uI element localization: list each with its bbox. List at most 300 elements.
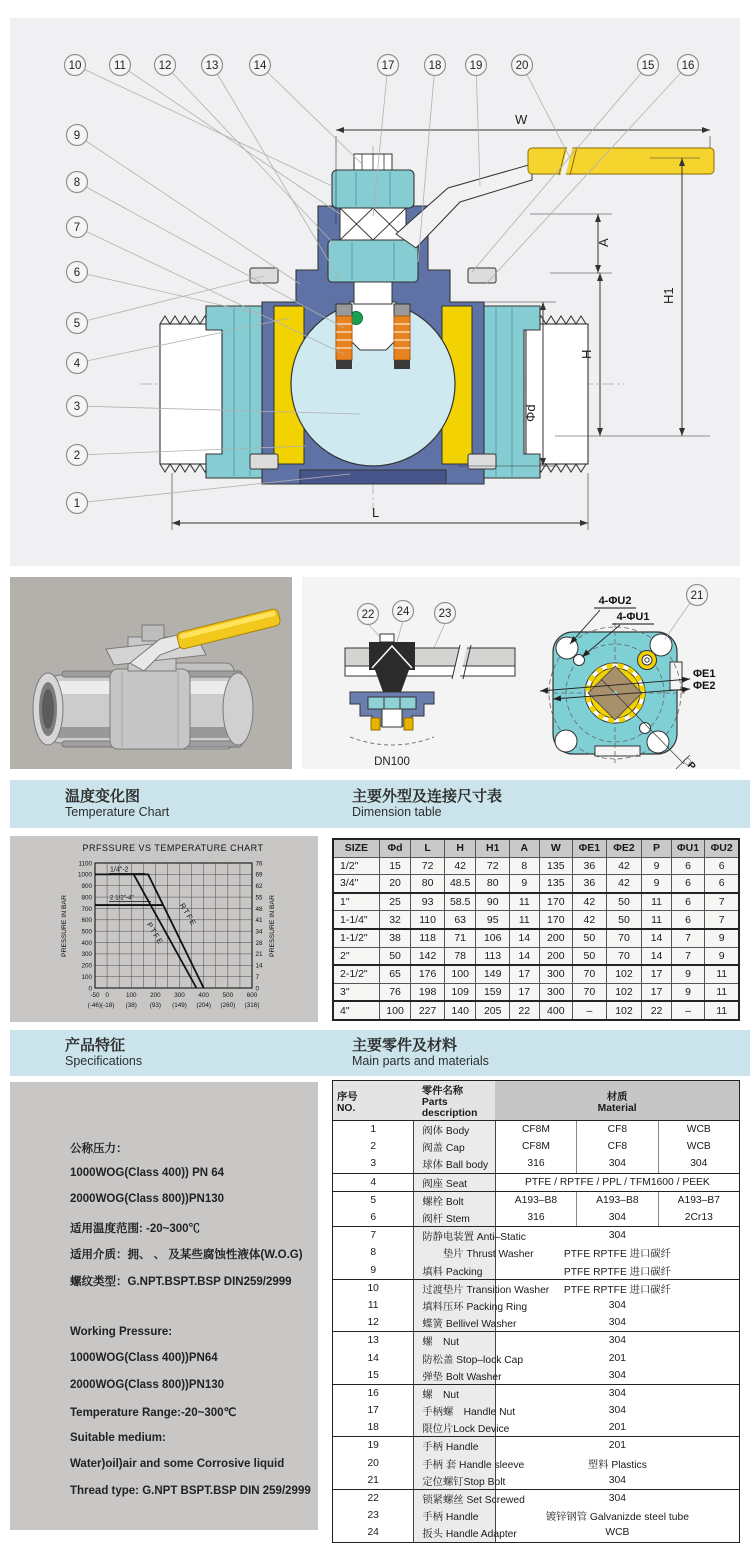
part-material: A193–B8 <box>577 1191 658 1209</box>
parts-table-row <box>333 1507 740 1524</box>
svg-text:500: 500 <box>81 928 92 936</box>
dimension-cell: 65 <box>379 965 411 983</box>
parts-materials-table-container <box>332 1080 740 1543</box>
part-material: 316 <box>495 1209 576 1227</box>
dimension-table-row <box>333 929 739 947</box>
svg-text:(-46)(-18): (-46)(-18) <box>87 1002 115 1009</box>
dimension-cell: 22 <box>510 1001 540 1020</box>
dimension-cell: 36 <box>573 857 607 875</box>
dimension-cell: 32 <box>379 911 411 929</box>
part-no: 17 <box>333 1402 414 1419</box>
dimension-table-row <box>333 947 739 965</box>
part-name: 过渡垫片 Transition Washer <box>414 1279 495 1297</box>
svg-text:8: 8 <box>73 177 81 189</box>
dimension-cell: 17 <box>510 983 540 1001</box>
svg-text:600: 600 <box>81 917 92 925</box>
parts-table-row <box>333 1419 740 1437</box>
dimension-cell: 80 <box>476 875 510 893</box>
dimension-cell: 6 <box>671 875 705 893</box>
svg-text:800: 800 <box>81 894 92 902</box>
svg-text:20: 20 <box>515 60 529 72</box>
dimension-cell: 110 <box>411 911 445 929</box>
callout-15 <box>638 55 659 76</box>
dimension-cell: 227 <box>411 1001 445 1020</box>
callout-22: 22 <box>361 609 375 621</box>
dimension-cell: 72 <box>476 857 510 875</box>
svg-text:5: 5 <box>73 318 81 330</box>
svg-text:200: 200 <box>150 992 161 999</box>
part-no: 19 <box>333 1437 414 1455</box>
svg-text:200: 200 <box>81 962 92 970</box>
part-material: 304 <box>608 1230 626 1242</box>
part-no: 12 <box>333 1314 414 1332</box>
part-no: 15 <box>333 1367 414 1385</box>
part-no: 4 <box>333 1173 414 1191</box>
dimension-cell: 9 <box>671 965 705 983</box>
dimension-column-header: ΦU2 <box>705 839 739 857</box>
dim-label-a: A <box>596 238 611 247</box>
dimension-cell: 70 <box>606 929 642 947</box>
dimension-cell: 42 <box>606 875 642 893</box>
svg-text:19: 19 <box>469 60 483 72</box>
parts-table-row <box>333 1262 740 1280</box>
dimension-cell: 70 <box>606 947 642 965</box>
callout-12 <box>155 55 176 76</box>
svg-text:10: 10 <box>68 60 82 72</box>
pressure-temperature-chart-svg <box>10 836 318 1022</box>
parts-table-row <box>333 1332 740 1350</box>
dimension-cell: 135 <box>539 875 573 893</box>
dimension-cell: 205 <box>476 1001 510 1020</box>
parts-table-row <box>333 1121 740 1139</box>
part-material: 201 <box>608 1440 626 1452</box>
part-material: 304 <box>495 1314 739 1332</box>
dimension-cell: 135 <box>539 857 573 875</box>
svg-text:100: 100 <box>125 992 137 999</box>
callout-16 <box>678 55 699 76</box>
dimension-cell: 80 <box>411 875 445 893</box>
part-no: 10 <box>333 1279 414 1297</box>
svg-text:69: 69 <box>255 871 263 879</box>
section-header-temperature-chart <box>10 780 373 828</box>
dimension-title-zh: 主要外型及连接尺寸表 <box>352 788 503 805</box>
dim-label-h: H <box>579 349 594 359</box>
dimension-cell: 3/4" <box>333 875 379 893</box>
callout-7 <box>67 217 88 238</box>
dimension-cell: 9 <box>705 929 739 947</box>
callout-14 <box>250 55 271 76</box>
part-material: 316 <box>495 1155 576 1173</box>
dimension-cell: 7 <box>705 893 739 911</box>
specifications-text-block <box>10 1082 318 1530</box>
dim-label-w: W <box>515 112 528 127</box>
svg-text:16: 16 <box>681 60 695 72</box>
spec-line: Thread type: G.NPT BSPT.BSP DIN 259/2999 <box>70 1484 311 1497</box>
parts-table-row <box>333 1209 740 1227</box>
detail-drawings-svg <box>302 577 740 769</box>
spec-line: Working Pressure: <box>70 1325 173 1338</box>
callout-8 <box>67 172 88 193</box>
part-material: 304 <box>608 1387 626 1399</box>
part-no: 6 <box>333 1209 414 1227</box>
dimension-column-header: A <box>510 839 540 857</box>
dimension-cell: 200 <box>539 929 573 947</box>
parts-table-header-row <box>333 1081 740 1121</box>
spec-line: 2000WOG(Class 800))PN130 <box>70 1193 225 1205</box>
svg-text:6: 6 <box>73 267 81 279</box>
svg-text:0: 0 <box>105 992 109 999</box>
label-phi-e2: ΦE2 <box>693 680 716 692</box>
part-material: PTFE RPTFE 进口碳纤 <box>563 1284 671 1296</box>
dimension-cell: 42 <box>444 857 476 875</box>
dimension-column-header: Φd <box>379 839 411 857</box>
part-no: 1 <box>333 1121 414 1139</box>
dimension-cell: 6 <box>671 893 705 911</box>
dimension-column-header: ΦU1 <box>671 839 705 857</box>
dimension-cell: 50 <box>379 947 411 965</box>
svg-text:300: 300 <box>174 992 185 999</box>
dimension-column-header: ΦE2 <box>606 839 642 857</box>
part-name: 垫片 Thrust Washer <box>414 1244 495 1261</box>
parts-table-row <box>333 1472 740 1490</box>
dimension-cell: – <box>573 1001 607 1020</box>
parts-title-en: Main parts and materials <box>352 1054 489 1068</box>
chart-title: PRFSSURE VS TEMPERATURE CHART <box>82 843 264 853</box>
dimension-cell: 48.5 <box>444 875 476 893</box>
dimension-cell: 17 <box>642 965 672 983</box>
svg-text:400: 400 <box>81 939 92 947</box>
dimension-cell: 1/2" <box>333 857 379 875</box>
part-name: 锁紧螺丝 Set Screwed <box>414 1489 495 1507</box>
section-header-parts <box>332 1030 750 1076</box>
part-name: 防松盖 Stop–lock Cap <box>414 1349 495 1366</box>
dimension-cell: 42 <box>573 911 607 929</box>
dimension-cell: 9 <box>671 983 705 1001</box>
dimension-column-header: L <box>411 839 445 857</box>
part-name: 手柄 Handle <box>414 1507 495 1524</box>
svg-text:1/4"-2: 1/4"-2 <box>110 866 129 874</box>
dimension-cell: 72 <box>411 857 445 875</box>
dimension-cell: 78 <box>444 947 476 965</box>
dimension-cell: 2-1/2" <box>333 965 379 983</box>
callout-13 <box>202 55 223 76</box>
svg-text:(260): (260) <box>220 1002 236 1009</box>
callout-17 <box>378 55 399 76</box>
dimension-cell: 2" <box>333 947 379 965</box>
part-name: 扳头 Handle Adapter <box>414 1524 495 1542</box>
dim-label-h1: H1 <box>661 287 676 304</box>
svg-text:9: 9 <box>73 130 81 142</box>
dimension-title-en: Dimension table <box>352 805 442 819</box>
dimension-cell: 400 <box>539 1001 573 1020</box>
spec-line: 适用介质：拥、 、 及某些腐蚀性液体(W.O.G) <box>70 1249 303 1261</box>
part-name: 螺栓 Bolt <box>414 1191 495 1209</box>
dimension-cell: 140 <box>444 1001 476 1020</box>
valve-photo <box>10 577 292 769</box>
callout-19 <box>466 55 487 76</box>
part-no: 13 <box>333 1332 414 1350</box>
part-material: 304 <box>495 1367 739 1385</box>
dimension-cell: 70 <box>573 983 607 1001</box>
dimension-cell: 9 <box>642 857 672 875</box>
svg-text:62: 62 <box>255 883 263 891</box>
dimension-table-row <box>333 857 739 875</box>
dn100-detail <box>345 601 515 769</box>
part-material: WCB <box>605 1527 630 1539</box>
svg-text:(204): (204) <box>196 1002 212 1009</box>
spec-line: 公称压力： <box>70 1143 128 1155</box>
dimension-cell: 50 <box>606 893 642 911</box>
dimension-column-header: P <box>642 839 672 857</box>
dimension-cell: 25 <box>379 893 411 911</box>
dimension-cell: 7 <box>671 947 705 965</box>
part-material: A193–B8 <box>514 1194 558 1206</box>
svg-text:1100: 1100 <box>78 860 92 868</box>
part-no: 11 <box>333 1297 414 1314</box>
dimension-cell: 50 <box>573 947 607 965</box>
parts-table-row <box>333 1349 740 1366</box>
dimension-table-header-row <box>333 839 739 857</box>
svg-text:700: 700 <box>81 905 92 913</box>
svg-text:(149): (149) <box>172 1002 187 1009</box>
dimension-cell: 300 <box>539 965 573 983</box>
part-material: 镀锌钢管 Galvanizde steel tube <box>545 1512 689 1524</box>
parts-table-row <box>333 1314 740 1332</box>
svg-text:21: 21 <box>255 951 263 959</box>
svg-text:900: 900 <box>81 883 92 891</box>
dimension-table-row <box>333 911 739 929</box>
part-no: 7 <box>333 1227 414 1245</box>
part-no: 3 <box>333 1155 414 1173</box>
dimension-column-header: H <box>444 839 476 857</box>
dimension-cell: 1-1/2" <box>333 929 379 947</box>
dimension-cell: 11 <box>705 965 739 983</box>
dimension-cell: 50 <box>573 929 607 947</box>
svg-text:3: 3 <box>73 401 81 413</box>
dimension-cell: 17 <box>510 965 540 983</box>
dimension-table-row <box>333 893 739 911</box>
dimension-cell: 8 <box>510 857 540 875</box>
part-name: 阀体 Body <box>414 1121 495 1139</box>
dimension-cell: 22 <box>642 1001 672 1020</box>
callout-24: 24 <box>396 606 410 618</box>
part-material: 304 <box>577 1155 658 1173</box>
svg-text:4: 4 <box>73 358 81 370</box>
label-phi-e1: ΦE1 <box>693 668 716 680</box>
parts-table-row <box>333 1138 740 1155</box>
dimension-table <box>332 838 740 1021</box>
svg-text:PTFE: PTFE <box>144 920 166 947</box>
svg-text:41: 41 <box>255 917 263 925</box>
valve-cross-section-svg <box>10 18 740 566</box>
dimension-table-row <box>333 983 739 1001</box>
part-material: PTFE RPTFE 进口碳纤 <box>495 1262 739 1280</box>
dimension-cell: 7 <box>671 929 705 947</box>
dimension-cell: 176 <box>411 965 445 983</box>
part-material: 304 <box>658 1155 739 1173</box>
dimension-cell: 90 <box>476 893 510 911</box>
spec-line: Suitable medium: <box>70 1431 166 1444</box>
dimension-cell: 9 <box>510 875 540 893</box>
dimension-cell: 50 <box>606 911 642 929</box>
part-material: CF8M <box>521 1124 550 1136</box>
callout-4 <box>67 353 88 374</box>
dimension-cell: 142 <box>411 947 445 965</box>
part-no: 5 <box>333 1191 414 1209</box>
part-name: 填料 Packing <box>414 1262 495 1280</box>
dimension-cell: 6 <box>705 857 739 875</box>
dimension-cell: 109 <box>444 983 476 1001</box>
dimension-cell: – <box>671 1001 705 1020</box>
part-name: 阀杆 Stem <box>414 1209 495 1227</box>
part-name: 蝶簧 Bellivel Washer <box>414 1314 495 1332</box>
dimension-cell: 200 <box>539 947 573 965</box>
parts-table-row <box>333 1367 740 1385</box>
callout-6 <box>67 262 88 283</box>
svg-text:1000: 1000 <box>77 871 92 879</box>
spec-line: 螺纹类型：G.NPT.BSPT.BSP DIN259/2999 <box>70 1275 292 1288</box>
dimension-cell: 113 <box>476 947 510 965</box>
callout-10 <box>65 55 86 76</box>
svg-text:7: 7 <box>73 222 81 234</box>
dimension-cell: 100 <box>444 965 476 983</box>
svg-text:1: 1 <box>73 498 81 510</box>
svg-text:2 1/2"-4": 2 1/2"-4" <box>110 894 134 902</box>
svg-text:55: 55 <box>255 894 263 902</box>
spec-line: 1000WOG(Class 400)) PN 64 <box>70 1166 225 1179</box>
dimension-cell: 76 <box>379 983 411 1001</box>
callout-18 <box>425 55 446 76</box>
dimension-table-container <box>332 838 740 1021</box>
label-4-phi-u1: 4-ΦU1 <box>616 611 650 623</box>
dimension-column-header: W <box>539 839 573 857</box>
svg-text:11: 11 <box>114 60 126 72</box>
dn100-label: DN100 <box>374 756 410 768</box>
svg-text:76: 76 <box>255 860 263 868</box>
part-no: 22 <box>333 1489 414 1507</box>
spec-spacer <box>10 1299 318 1326</box>
dimension-cell: 71 <box>444 929 476 947</box>
dimension-cell: 70 <box>573 965 607 983</box>
dimension-column-header: ΦE1 <box>573 839 607 857</box>
parts-table-row <box>333 1402 740 1419</box>
section-header-dimension-table <box>332 780 750 828</box>
spec-line: 1000WOG(Class 400))PN64 <box>70 1352 218 1364</box>
part-material: CF8 <box>577 1138 658 1155</box>
dimension-cell: 11 <box>510 893 540 911</box>
part-no: 21 <box>333 1472 414 1490</box>
temp-chart-title-zh: 温度变化图 <box>65 788 141 805</box>
svg-text:400: 400 <box>198 992 209 999</box>
part-name: 阀座 Seat <box>414 1173 495 1191</box>
dimension-cell: 42 <box>606 857 642 875</box>
part-name: 阀盖 Cap <box>414 1138 495 1155</box>
flange-top-view <box>540 585 715 770</box>
specifications-title-en: Specifications <box>65 1054 143 1068</box>
dimension-cell: 11 <box>642 893 672 911</box>
parts-table-row <box>333 1227 740 1245</box>
part-no: 20 <box>333 1455 414 1472</box>
detail-drawings <box>302 577 740 769</box>
dimension-column-header: SIZE <box>333 839 379 857</box>
part-name: 手柄 Handle <box>414 1437 495 1455</box>
section-header-specifications <box>10 1030 373 1076</box>
part-name: 螺 Nut <box>414 1332 495 1350</box>
dimension-cell: 106 <box>476 929 510 947</box>
svg-text:100: 100 <box>81 973 92 981</box>
dim-label-l: L <box>372 505 380 520</box>
part-name: 填料压环 Packing Ring <box>414 1297 495 1314</box>
callout-21: 21 <box>690 590 704 602</box>
dimension-cell: 20 <box>379 875 411 893</box>
svg-text:RTFE: RTFE <box>177 901 199 928</box>
dimension-cell: 14 <box>510 929 540 947</box>
part-name: 手柄螺 Handle Nut <box>414 1402 495 1419</box>
svg-text:14: 14 <box>255 962 263 970</box>
parts-materials-table <box>332 1080 740 1543</box>
part-material: 304 <box>577 1209 658 1227</box>
dimension-cell: 11 <box>510 911 540 929</box>
callout-3 <box>67 396 88 417</box>
part-no: 24 <box>333 1524 414 1542</box>
dimension-cell: 170 <box>539 911 573 929</box>
callout-23: 23 <box>438 608 452 620</box>
spec-line: Water)oil)air and some Corrosive liquid <box>70 1458 285 1470</box>
parts-table-row <box>333 1455 740 1472</box>
dimension-cell: 7 <box>705 911 739 929</box>
callout-1 <box>67 493 88 514</box>
svg-text:48: 48 <box>255 905 263 913</box>
dimension-cell: 14 <box>510 947 540 965</box>
dimension-cell: 63 <box>444 911 476 929</box>
dimension-cell: 6 <box>671 911 705 929</box>
parts-table-row <box>333 1155 740 1173</box>
svg-text:17: 17 <box>381 60 395 72</box>
part-no: 14 <box>333 1349 414 1366</box>
dimension-cell: 102 <box>606 965 642 983</box>
svg-text:0: 0 <box>88 985 92 993</box>
dimension-cell: 11 <box>642 911 672 929</box>
dimension-cell: 38 <box>379 929 411 947</box>
svg-text:12: 12 <box>158 60 172 72</box>
svg-text:15: 15 <box>641 60 655 72</box>
part-material: A193–B7 <box>658 1191 739 1209</box>
part-name: 球体 Ball body <box>414 1155 495 1173</box>
part-name: 防静电装置 Anti–Static <box>414 1227 495 1245</box>
part-material: PTFE / RPTFE / PPL / TFM1600 / PEEK <box>495 1173 739 1191</box>
parts-table-row <box>333 1191 740 1209</box>
parts-header-material: 材质 Material <box>495 1081 739 1121</box>
dimension-cell: 1" <box>333 893 379 911</box>
part-no: 16 <box>333 1384 414 1402</box>
svg-text:600: 600 <box>246 992 258 999</box>
part-material: 304 <box>608 1405 626 1417</box>
spec-line: Temperature Range:-20~300℃ <box>70 1407 237 1419</box>
dimension-cell: 14 <box>642 947 672 965</box>
svg-text:34: 34 <box>255 928 263 936</box>
dimension-cell: 6 <box>705 875 739 893</box>
svg-text:(316): (316) <box>244 1002 260 1009</box>
svg-text:18: 18 <box>428 60 442 72</box>
callout-20 <box>512 55 533 76</box>
dimension-table-row <box>333 965 739 983</box>
part-name: 限位片Lock Device <box>414 1419 495 1437</box>
valve-photo-illustration <box>10 577 292 769</box>
spec-line: 适用温度范围: -20~300℃ <box>70 1222 201 1235</box>
dimension-cell: 102 <box>606 1001 642 1020</box>
svg-text:300: 300 <box>81 951 92 959</box>
pressure-temperature-chart <box>10 836 318 1022</box>
